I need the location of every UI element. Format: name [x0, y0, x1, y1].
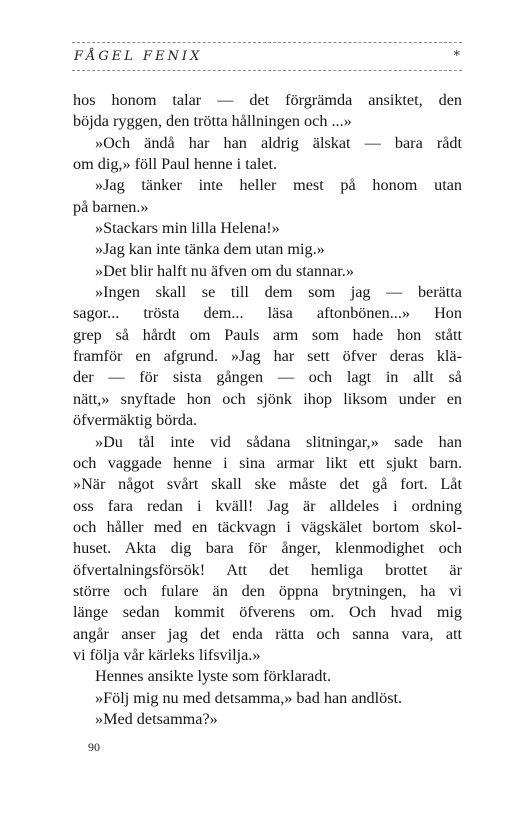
text-line: och håller med en täckvagn i vägskälet bortom skol-: [73, 517, 462, 536]
header-rule-bottom: [72, 70, 462, 71]
text-line: på barnen.»: [73, 197, 149, 216]
text-line: »Och ändå har han aldrig älskat — bara rådt: [95, 133, 462, 152]
text-line: angår anser jag det enda rätta och sanna vara, att: [73, 624, 462, 643]
running-title: FÅGEL FENIX: [74, 49, 203, 64]
text-line: der — för sista gången — och lagt in allt så: [73, 368, 462, 387]
text-line: oss fara redan i kväll! Jag är alldeles i ordning: [73, 496, 462, 515]
text-line: nätt,» snyftade hon och sjönk ihop liksom under en: [73, 389, 462, 408]
text-line: »Jag kan inte tänka dem utan mig.»: [95, 240, 325, 259]
text-line: öfvertalningsförsök! Att det hemliga brottet är: [73, 560, 462, 579]
page-number: 90: [88, 740, 100, 754]
text-line: »Följ mig nu med detsamma,» bad han andlöst.: [95, 688, 403, 707]
text-line: grep så hårdt om Pauls arm som hade hon stått: [73, 325, 462, 344]
text-line: om dig,» föll Paul henne i talet.: [73, 155, 278, 174]
header-ornament: *: [453, 49, 460, 64]
text-line: »Stackars min lilla Helena!»: [95, 219, 280, 238]
body-text: [73, 90, 462, 730]
text-line: »Med detsamma?»: [95, 709, 218, 728]
text-line: hos honom talar — det förgrämda ansiktet, den: [73, 91, 462, 109]
text-line: större och fulare än den öppna brytningen, ha vi: [73, 581, 462, 600]
text-line: länge sedan kommit öfverens om. Och hvad mig: [73, 603, 462, 622]
text-line: »När något svårt skall ske måste det gå fort. Låt: [73, 475, 462, 494]
text-line: och vaggade henne i sina armar likt ett sjukt barn.: [73, 453, 462, 472]
text-line: »Du tål inte vid sådana slitningar,» sade han: [95, 432, 462, 451]
text-line: »Jag tänker inte heller mest på honom utan: [95, 176, 462, 195]
running-header: [72, 38, 462, 72]
text-line: sagor... trösta dem... läsa aftonbönen...» Hon: [73, 304, 462, 323]
text-line: öfvermäktig börda.: [73, 411, 198, 430]
text-line: »Det blir halft nu äfven om du stannar.»: [95, 261, 354, 280]
text-line: vi följa vår kärleks lifsvilja.»: [73, 645, 261, 664]
text-line: framför en afgrund. »Jag har sett öfver deras klä-: [73, 347, 462, 366]
text-line: »Ingen skall se till dem som jag — berätta: [95, 283, 462, 302]
text-line: Hennes ansikte lyste som förklaradt.: [95, 667, 332, 686]
text-line: huset. Akta dig bara för ånger, klenmodighet och: [73, 539, 462, 558]
text-line: böjda ryggen, den trötta hållningen och ...»: [73, 112, 352, 131]
header-rule-top: [72, 42, 462, 43]
